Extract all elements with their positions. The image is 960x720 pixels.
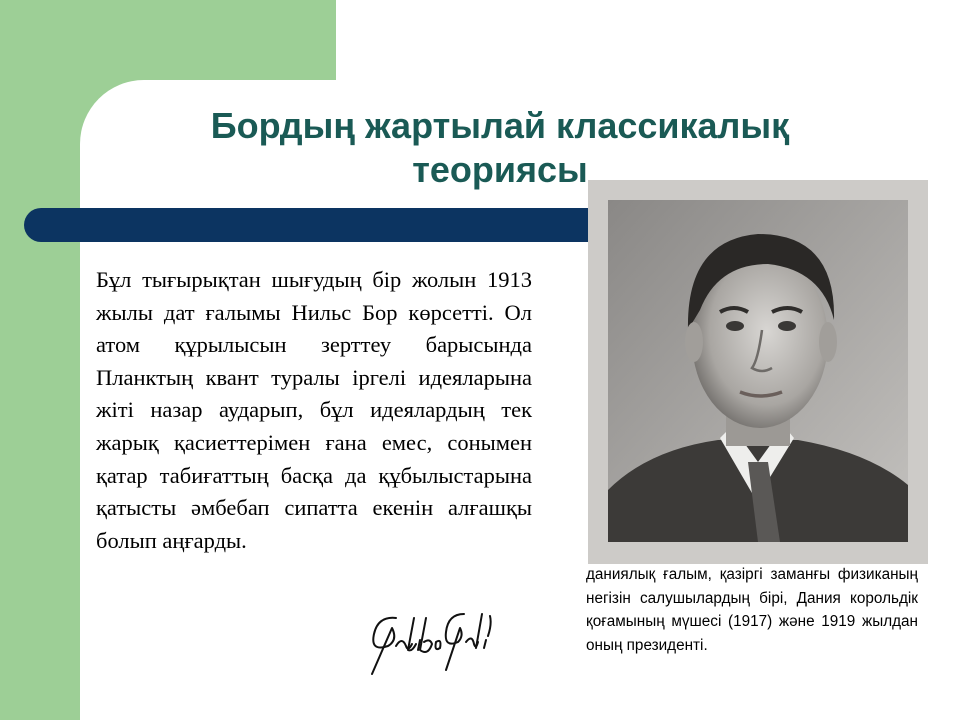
body-paragraph: Бұл тығырықтан шығудың бір жолын 1913 жылы дат ғалымы Нильс Бор көрсетті. Ол атом құрылысын зерттеу барысында Планктың квант туралы іргелі идеяларына жіті назар аударып, бұл идеялардың тек жарық қасиеттерімен ғана емес, сонымен қатар табиғаттың басқа да құбылыстарына қатысты әмбебап сипатта екенін алғашқы болып аңғарды. xyxy=(96,267,532,553)
portrait-photo xyxy=(608,200,908,542)
slide-title xyxy=(120,104,880,192)
slide-title-line-1: Бордың жартылай классикалық xyxy=(210,105,790,146)
slide-title-line-2: теориясы xyxy=(412,149,588,190)
photo-caption: даниялық ғалым, қазіргі заманғы физиканың негізін салушылардың бірі, Дания корольдік қоғамының мүшесі (1917) және 1919 жылдан оның президенті. xyxy=(586,566,918,654)
signature-image xyxy=(362,604,492,686)
title-divider-bar xyxy=(24,208,674,242)
